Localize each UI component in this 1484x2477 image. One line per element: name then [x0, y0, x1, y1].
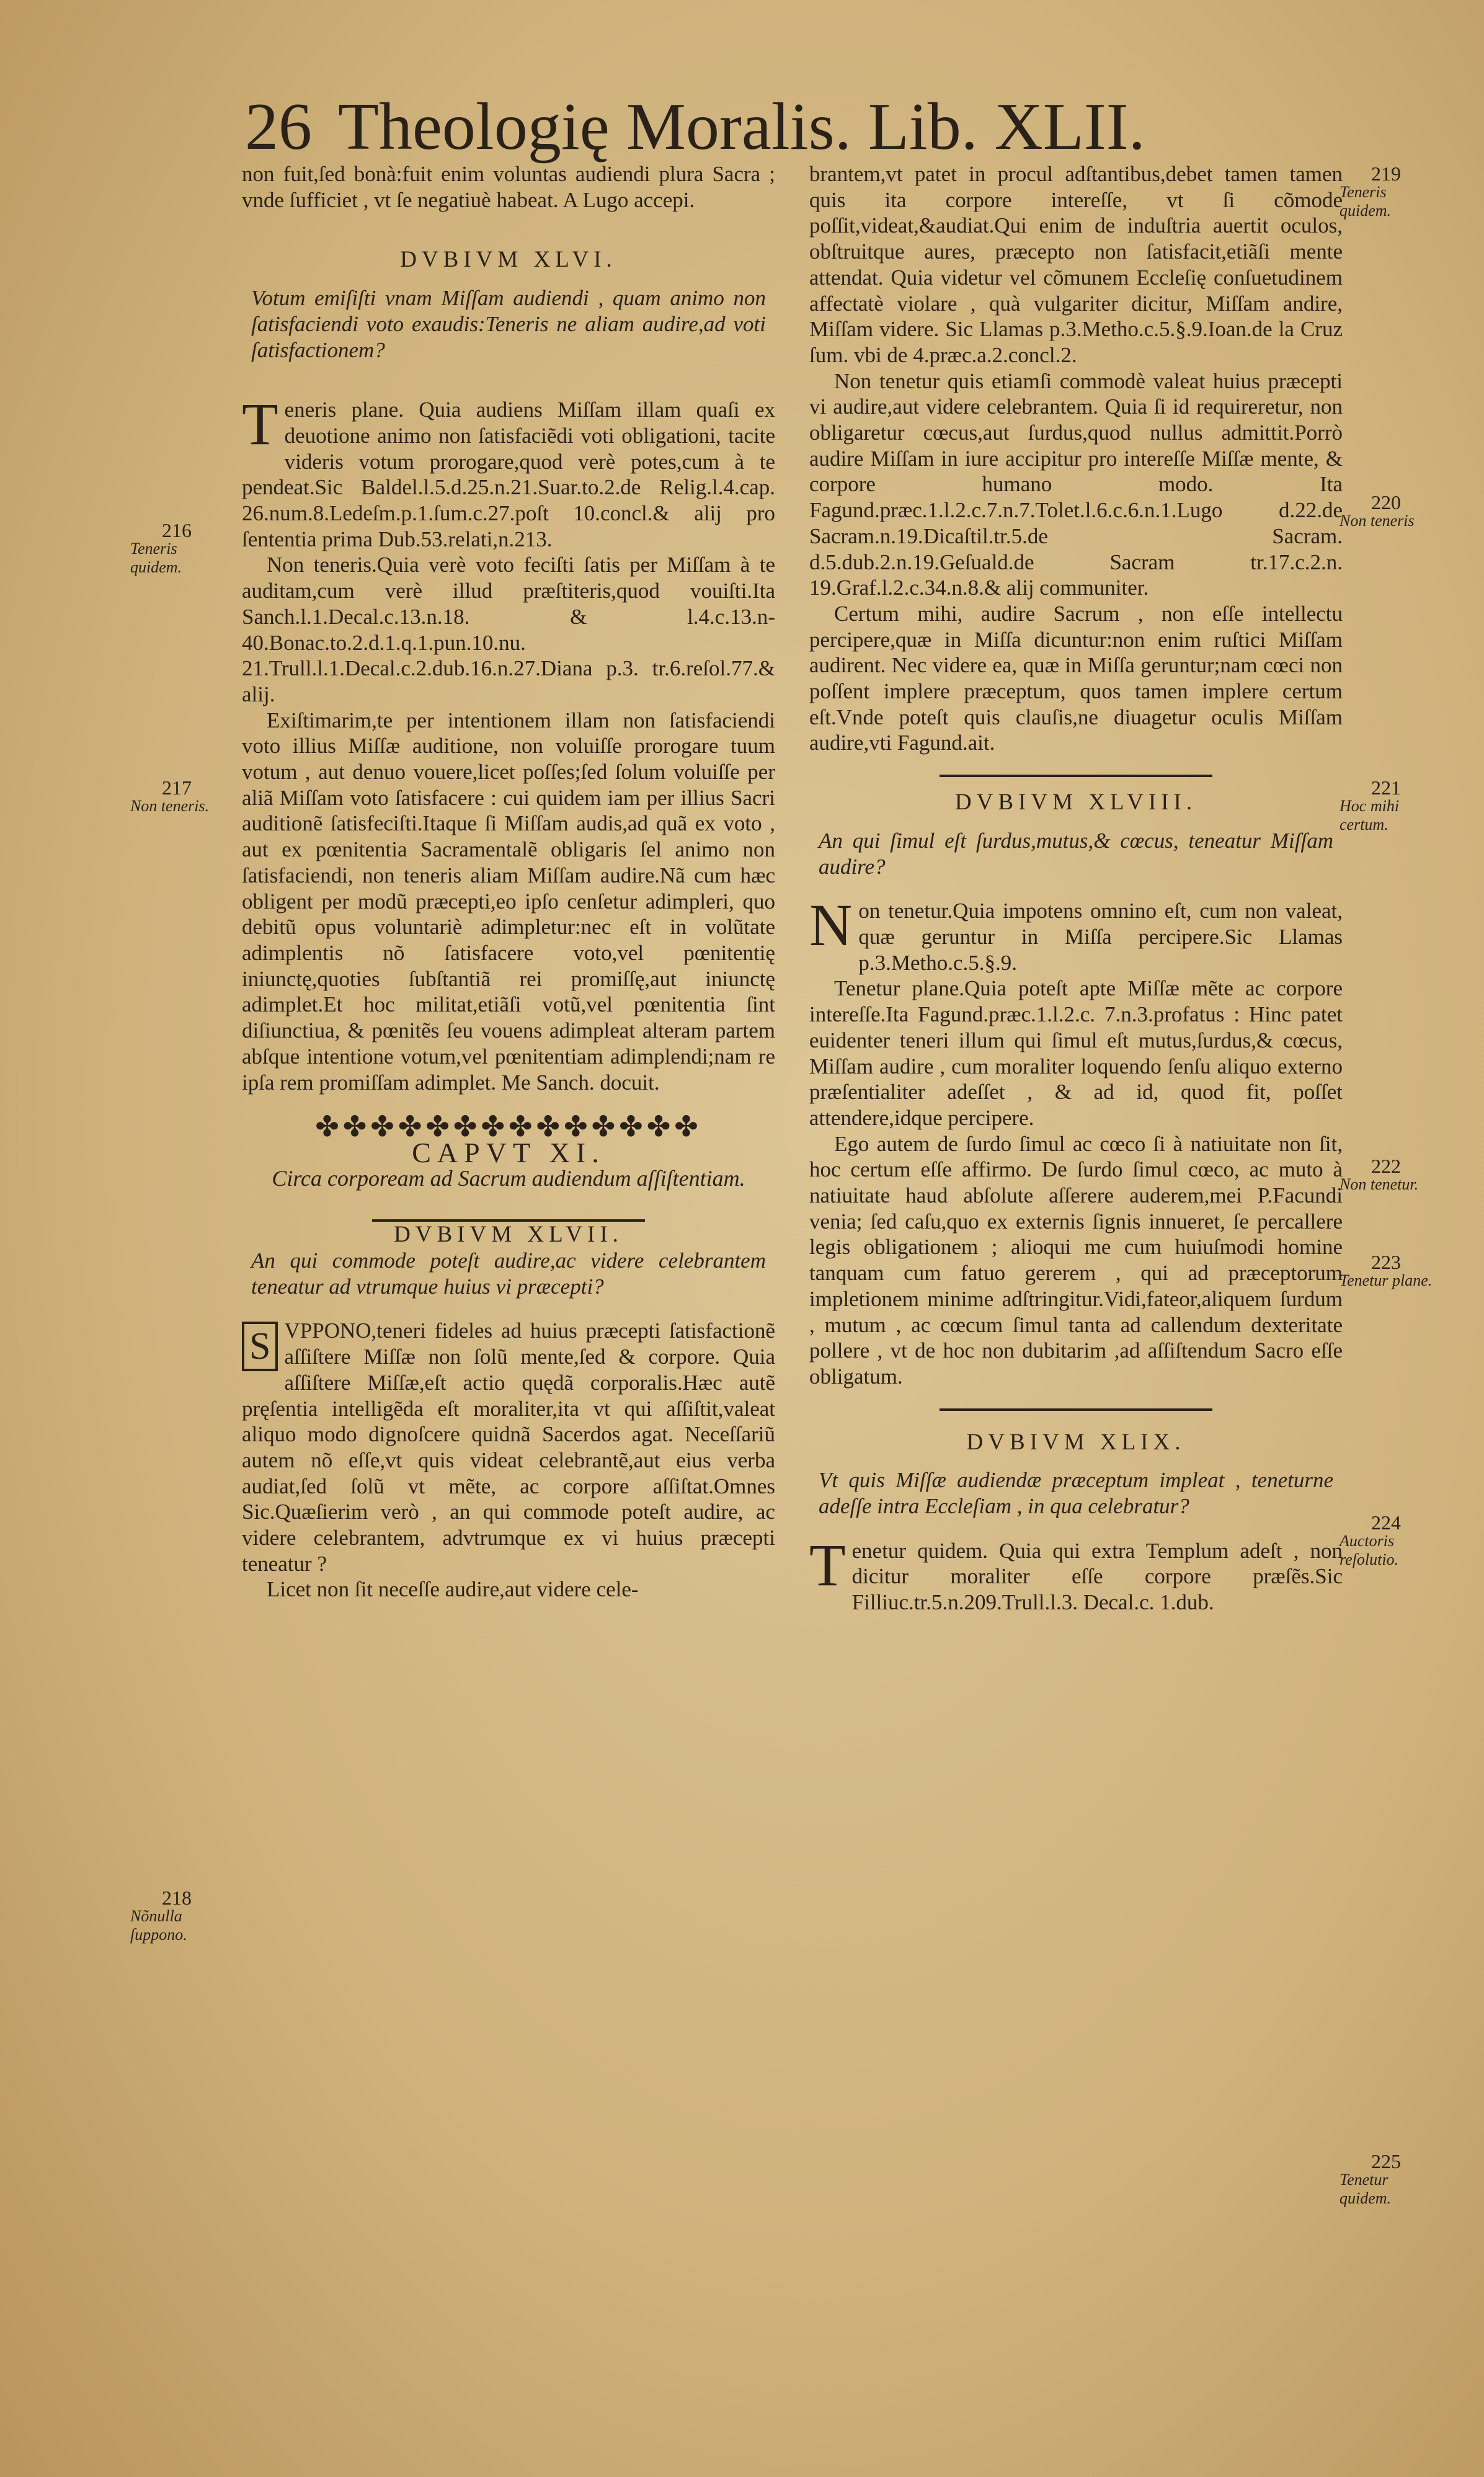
drop-capital: T [242, 391, 278, 458]
drop-capital: N [809, 892, 853, 959]
dubium-47-question: An qui commode poteſt audire,ac videre celebrantem teneatur ad vtrumque huius vi præcepti? [251, 1248, 766, 1299]
drop-capital: S [242, 1322, 278, 1371]
dubium-49-paragraph-1: Tenetur quidem. Quia qui extra Templum adeſt , non dicitur moraliter eſſe corpore præſẽs.Sic Filliuc.tr.5.n.209.Trull.l.3. Decal.c. 1.dub. [809, 1531, 1343, 1615]
margin-note-222: 222 Non tenetur. [1340, 1155, 1419, 1193]
continued-paragraph: brantem,vt patet in procul adſtantibus,debet tamen tamen quis ita corpore intereſſe, vt ſi cõmode poſſit,videat,&audiat.Qui enim de induſtria auertit oculos, obſtruitque aures, præcepto non ſatisfacit,etiãſi mente attendat. Quia videtur vel cõmunem Eccleſię conſuetudinem affectatè violare , quà vulgariter dicitur, Miſſam andire, Miſſam videre. Sic Llamas p.3.Metho.c.5.§.9.Ioan.de la Cruz ſum. vbi de 4.præc.a.2.concl.2. [809, 162, 1343, 367]
right-column [809, 161, 1343, 1616]
margin-note-225: 225 Tenetur quidem. [1340, 2150, 1401, 2207]
page-number: 26 [245, 90, 312, 164]
dubium-48-question: An qui ſimul eſt ſurdus,mutus,& cœcus, teneatur Miſſam audire? [819, 828, 1333, 879]
dubium-49-question: Vt quis Miſſæ audiendæ præceptum impleat , teneturne adeſſe intra Eccleſiam , in qua celebratur? [819, 1468, 1333, 1519]
margin-note-223: 223 Tenetur plane. [1340, 1251, 1433, 1289]
margin-note-224: 224 Auctoris reſolutio. [1340, 1511, 1401, 1568]
dubium-49-heading: DVBIVM XLIX. [966, 1429, 1186, 1455]
margin-note-221: 221 Hoc mihi certum. [1340, 776, 1401, 834]
margin-note-220: 220 Non teneris [1340, 491, 1415, 530]
intro-paragraph: non fuit,ſed bonà:fuit enim voluntas audiendi plura Sacra ; vnde ſufficiet , vt ſe negatiuè habeat. A Lugo accepi. [242, 162, 775, 212]
margin-note-219: 219 Teneris quidem. [1340, 162, 1401, 220]
dubium-46-question: Votum emiſiſti vnam Miſſam audiendi , quam animo non ſatisfaciendi voto exaudis:Teneris ne aliam audire,ad voti ſatisfactionem? [251, 286, 766, 362]
caput-subtitle: Circa corpoream ad Sacrum audiendum aſſiſtentiam. [272, 1165, 745, 1191]
right-paragraph-2: Non tenetur quis etiamſi commodè valeat huius præcepti vi audire,aut videre celebrantem. Quia ſi id requireretur, non obligaretur cœcus,aut ſurdus,quod nullus admittit.Porrò audire Miſſam in iure accipitur pro intereſſe Miſſæ mente, & corpore humano modo. Ita Fagund.præc.1.l.2.c.7.n.7.Tolet.l.6.c.6.n.1.Lugo d.22.de Sacram.n.19.Dicaſtil.tr.5.de Sacram. d.5.dub.2.n.19.Geſuald.de Sacram tr.17.c.2.n. 19.Graf.l.2.c.34.n.8.& alij communiter. [809, 368, 1343, 600]
dubium-46-heading: DVBIVM XLVI. [400, 247, 617, 273]
dubium-48-paragraph-2: Tenetur plane.Quia poteſt apte Miſſæ mẽte ac corpore intereſſe.Ita Fagund.præc.1.l.2.c. 7.n.3.profatus : Hinc patet euidenter teneri illum qui ſimul eſt mutus,ſurdus,& cœcus, Miſſam audire , cum moraliter loquendo ſenſu aliquo externo præſentialiter adeſſet , & ad id, quod fit, poſſet attendere,idque percipere. [809, 976, 1343, 1130]
margin-note-217: 217 Non teneris. [130, 776, 210, 815]
dubium-48-heading: DVBIVM XLVIII. [954, 789, 1197, 816]
dubium-46-paragraph-3: Exiſtimarim,te per intentionem illam non ſatisfaciendi voto illius Miſſæ auditione, non voluiſſe prorogare tuum votum , aut denuo vouere,licet poſſes;ſed ſolum voluiſſe per aliã Miſſam voto ſatisfacere : cui quidem iam per illius Sacri auditionẽ ſatisfeciſti.Itaque ſi Miſſam audis,ad quã ex voto , aut ex pœnitentia Sacramentalẽ obligaris ſel animo non ſatisfaciendi, non teneris aliam Miſſam audire.Nã cum hæc obligent per modũ præcepti,eo ipſo cenſetur adimpleri, quo debitũ opus voluntariè adimpletur:nec eſt in volũtate adimplentis nõ ſatisfacere voto,vel pœnitentię iniunctę,quoties ſubſtantiã rei promiſſę,aut iniunctę adimplet.Et hoc militat,etiãſi votũ,vel pœnitentia ſint diſiunctiua, & pœnitẽs ſeu vouens adimpleat alteram partem abſque intentione votum,vel pœnitentiam adimplendi;nam re ipſa rem promiſſam adimplet. Me Sanch. docuit. [242, 708, 775, 1095]
margin-note-218: 218 Nõnulla ſuppono. [130, 1887, 192, 1944]
dubium-47-paragraph-2: Licet non ſit neceſſe audire,aut videre cele- [267, 1577, 639, 1602]
right-paragraph-3: Certum mihi, audire Sacrum , non eſſe intellectu percipere,quæ in Miſſa dicuntur:non enim ruſtici Miſſam audirent. Nec videre ea, quæ in Miſſa geruntur;nam cœci non poſſent implere præceptum, quos tamen implere certum eſt.Vnde poteſt quis clauſis,ne diuagetur oculis Miſſam audire,vti Fagund.ait. [809, 601, 1343, 755]
dubium-47-paragraph-1: S VPPONO,teneri fideles ad huius præcepti ſatisfactionẽ aſſiſtere Miſſæ non ſolũ mente,ſed & corpore. Quia aſſiſtere Miſſæ,eſt actio quędã corporalis.Hæc autẽ pręſentia intelligẽda eſt moraliter,ita vt qui aſſiſtit,valeat aliquo modo dignoſcere quidnã Sacerdos agat. Neceſſariũ autem nõ eſſe,vt quis videat celebrantẽ,aut eius verba audiat,ſed ſolũ vt mẽte, ac corpore aſſiſtat.Omnes Sic.Quæſierim verò , an qui commode poteſt audire, ac videre celebrantem, advtrumque ex vi huius præcepti teneatur ? [242, 1319, 775, 1576]
left-column [242, 161, 775, 1603]
dubium-48-paragraph-3: Ego autem de ſurdo ſimul ac cœco ſi à natiuitate non ſit, hoc certum eſſe affirmo. De ſurdo ſimul cœco, ac muto à natiuitate haud abſolute aſſerere auderem,mei P.Facundi venia; ſed caſu,quo ex externis ſignis innueret, ſe percallere legis obligationem ; alioqui me cum huiuſmodi homine tanquam cum fatuo gererem , qui ad præceptorum impletionem minime adſtringitur.Vidi,fateor,aliquem ſurdum , mutum , ac cœcum ſimul tanta ad callendum dexteritate pollere , vt de hoc non dubitarim ,ad aſſiſtendum Sacro eſſe obligatum. [809, 1131, 1343, 1389]
running-title: Theologię Moralis. Lib. XLII. [338, 90, 1145, 164]
ornament-band: ✤✤✤✤✤✤✤✤✤✤✤✤✤✤ [315, 1111, 702, 1143]
dubium-47-heading: DVBIVM XLVII. [394, 1222, 623, 1248]
dubium-48-paragraph-1: Non tenetur.Quia impotens omnino eſt, cum non valeat, quæ geruntur in Miſſa percipere.Sic Llamas p.3.Metho.c.5.§.9. [809, 892, 1343, 975]
dubium-46-paragraph-1: Teneris plane. Quia audiens Miſſam illam quaſi ex deuotione animo non ſatisfaciẽdi voti obligationi, tacite videris votum prorogare,quod verè potes,cum à te pendeat.Sic Baldel.l.5.d.25.n.21.Suar.to.2.de Relig.l.4.cap. 26.num.8.Ledeſm.p.1.ſum.c.27.poſt 10.concl.& alij pro ſententia prima Dub.53.relati,n.213. [242, 391, 775, 551]
caput-heading: CAPVT XI. [412, 1136, 605, 1168]
dubium-46-paragraph-2: Non teneris.Quia verè voto feciſti ſatis per Miſſam à te auditam,cum verè illud præſtiteris,quod vouiſti.Ita Sanch.l.1.Decal.c.13.n.18. & l.4.c.13.n-40.Bonac.to.2.d.1.q.1.pun.10.nu. 21.Trull.l.1.Decal.c.2.dub.16.n.27.Diana p.3. tr.6.reſol.77.& alij. [242, 553, 775, 706]
margin-note-216: 216 Teneris quidem. [130, 519, 192, 576]
drop-capital: T [809, 1531, 846, 1598]
page-header [245, 87, 1237, 167]
